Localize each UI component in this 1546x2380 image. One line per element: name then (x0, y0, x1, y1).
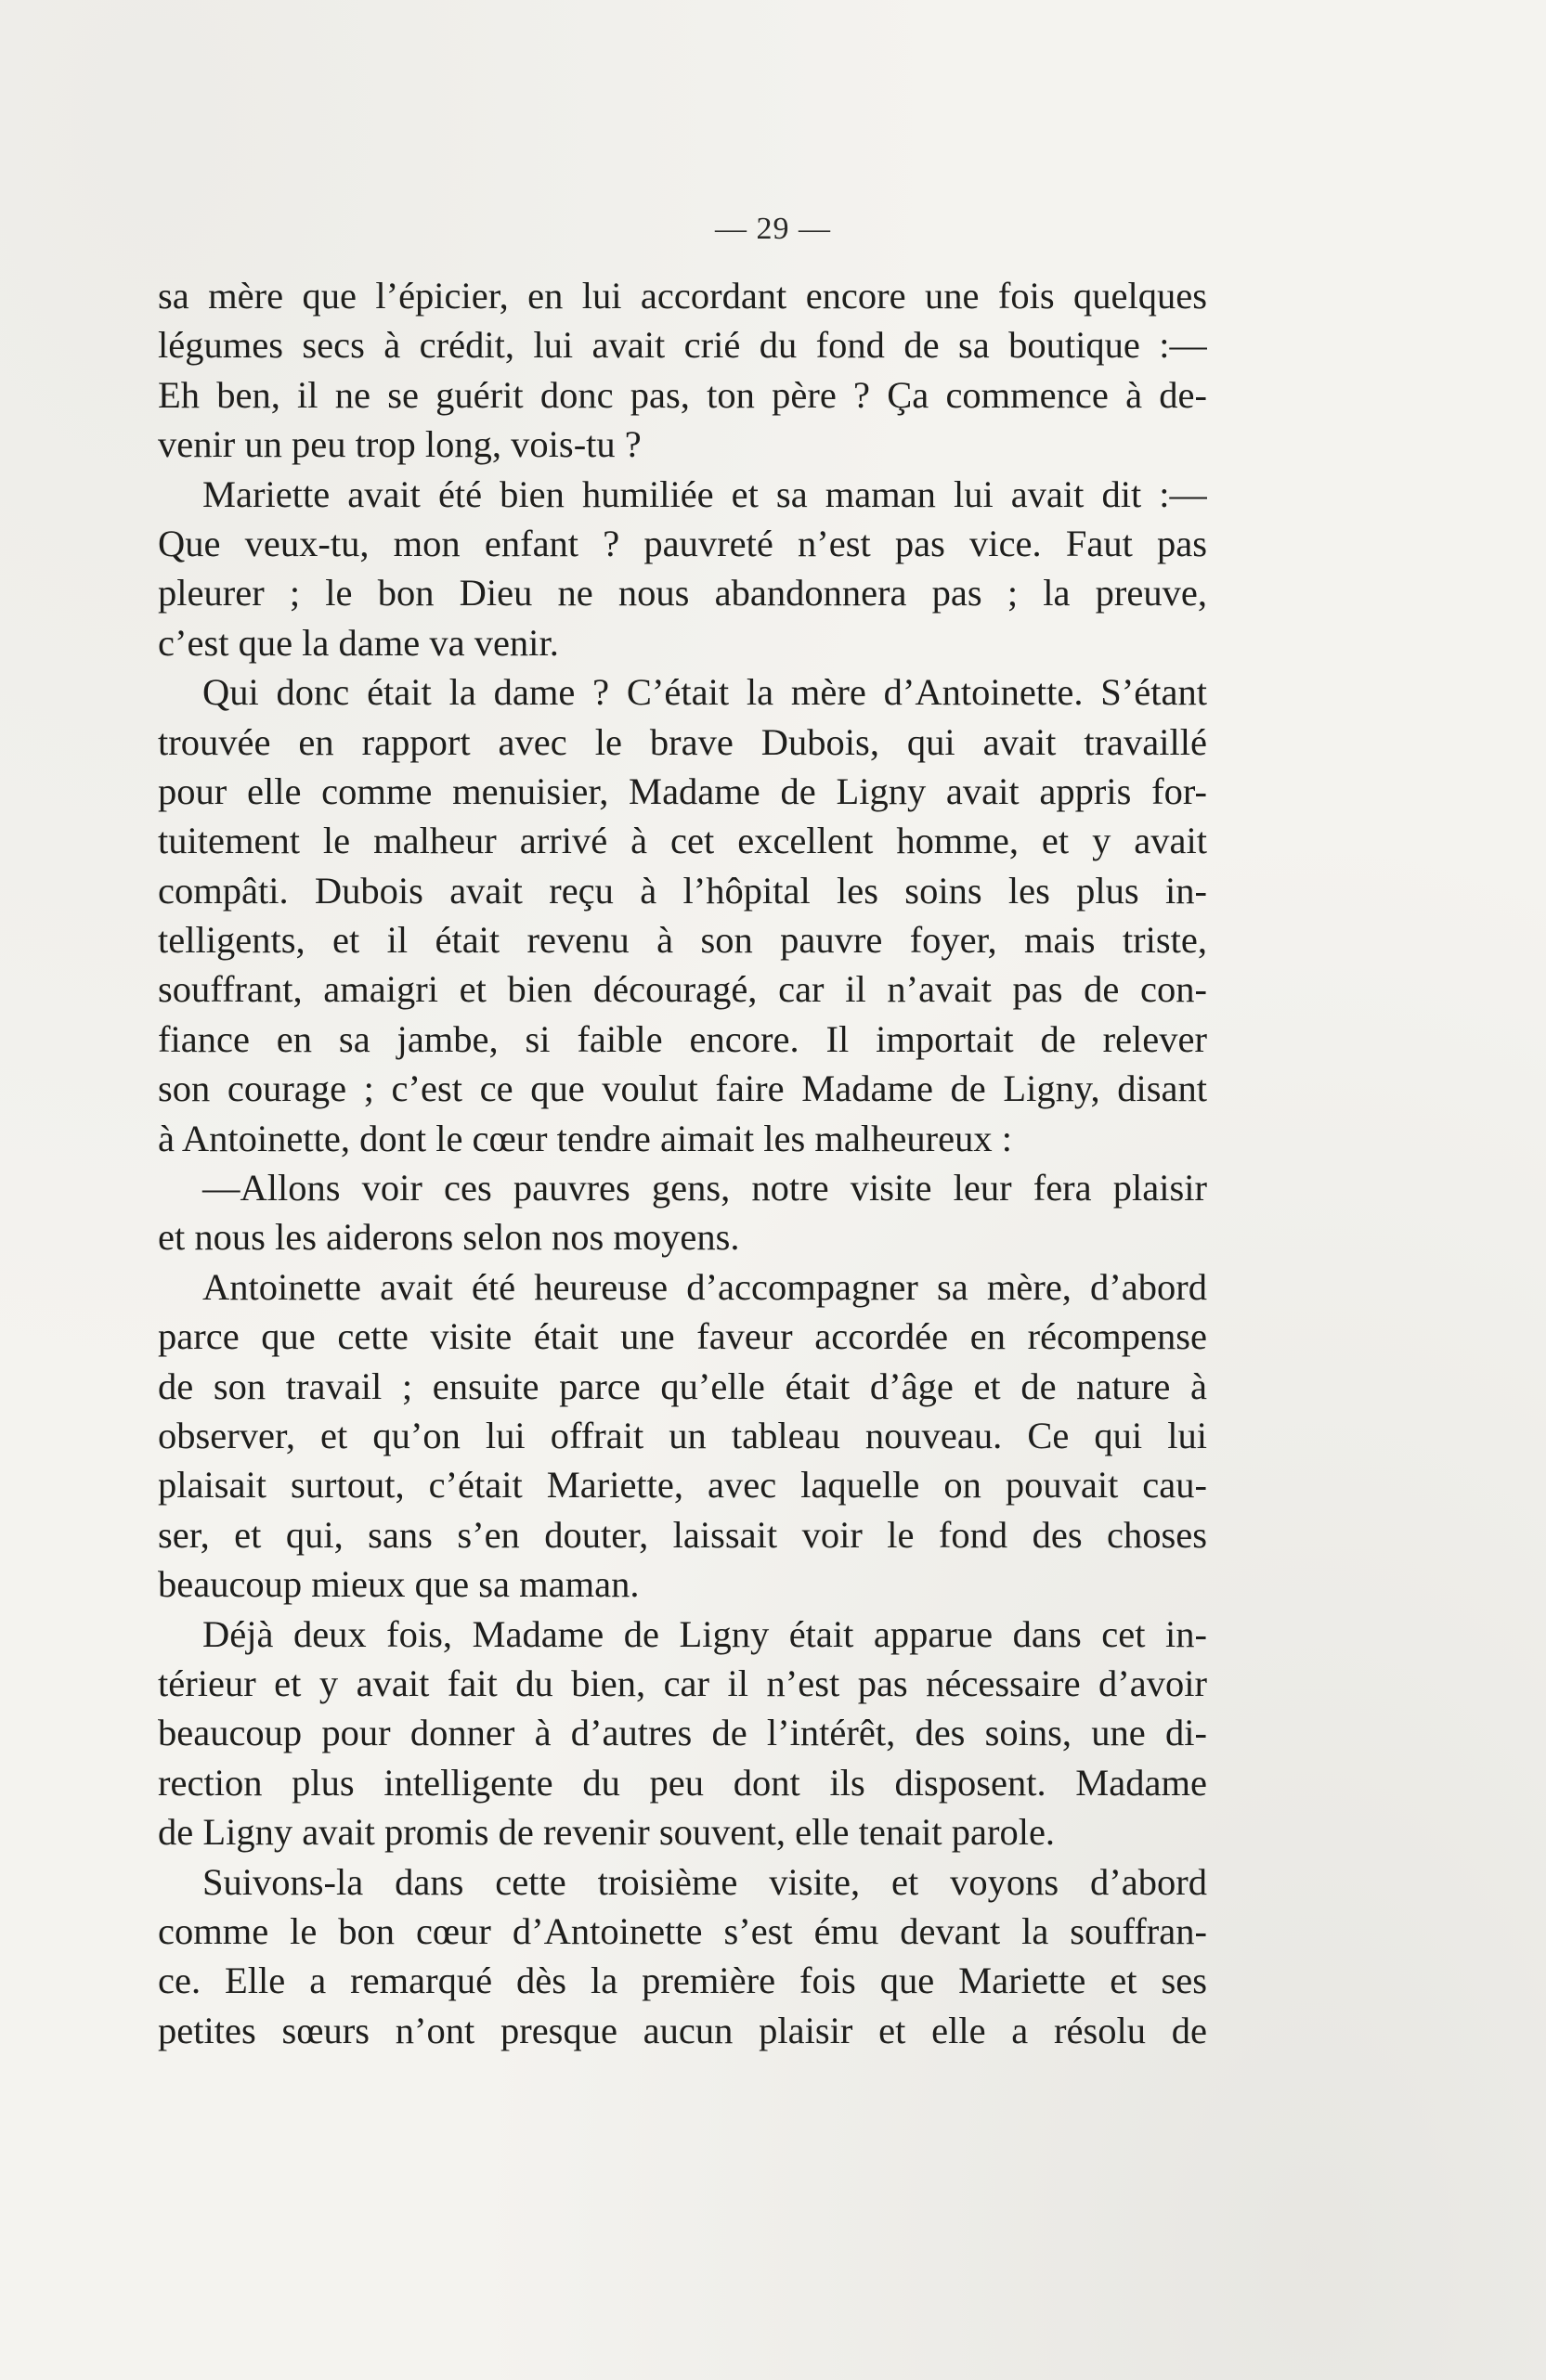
text-line: souffrant, amaigri et bien découragé, car il n’avait pas de con- (158, 968, 1207, 1011)
text-line: Mariette avait été bien humiliée et sa maman lui avait dit :— (202, 472, 1207, 515)
text-line: de Ligny avait promis de revenir souvent, elle tenait parole. (158, 1811, 1056, 1854)
text-line: Que veux-tu, mon enfant ? pauvreté n’est pas vice. Faut pas (158, 522, 1207, 564)
text-line: venir un peu trop long, vois-tu ? (158, 423, 642, 466)
text-line: parce que cette visite était une faveur accordée en récompense (158, 1315, 1207, 1358)
text-line: Antoinette avait été heureuse d’accompagner sa mère, d’abord (202, 1265, 1207, 1308)
text-line: trouvée en rapport avec le brave Dubois, qui avait travaillé (158, 720, 1207, 763)
text-line: comme le bon cœur d’Antoinette s’est ému devant la souffran- (158, 1909, 1207, 1952)
text-line: telligents, et il était revenu à son pauvre foyer, mais triste, (158, 919, 1207, 962)
text-line: compâti. Dubois avait reçu à l’hôpital les soins les plus in- (158, 869, 1207, 912)
body-text (158, 271, 1207, 2055)
text-line: son courage ; c’est ce que voulut faire Madame de Ligny, disant (158, 1067, 1207, 1110)
text-line: c’est que la dame va venir. (158, 621, 559, 664)
page-number: — 29 — (715, 212, 831, 246)
text-line: pour elle comme menuisier, Madame de Ligny avait appris for- (158, 770, 1207, 812)
text-line: beaucoup pour donner à d’autres de l’intérêt, des soins, une di- (158, 1712, 1207, 1754)
text-line: —Allons voir ces pauvres gens, notre visite leur fera plaisir (202, 1167, 1207, 1209)
text-line: à Antoinette, dont le cœur tendre aimait les malheureux : (158, 1117, 1012, 1159)
text-line: de son travail ; ensuite parce qu’elle était d’âge et de nature à (158, 1365, 1207, 1407)
text-line: Déjà deux fois, Madame de Ligny était apparue dans cet in- (202, 1612, 1207, 1655)
text-line: Eh ben, il ne se guérit donc pas, ton père ? Ça commence à de- (158, 373, 1207, 416)
text-line: Suivons-la dans cette troisième visite, et voyons d’abord (202, 1860, 1207, 1903)
text-line: plaisait surtout, c’était Mariette, avec laquelle on pouvait cau- (158, 1464, 1207, 1507)
text-line: sa mère que l’épicier, en lui accordant encore une fois quelques (158, 275, 1207, 317)
text-line: beaucoup mieux que sa maman. (158, 1563, 640, 1606)
text-line: ce. Elle a remarqué dès la première fois que Mariette et ses (158, 1960, 1207, 2002)
text-line: térieur et y avait fait du bien, car il n’est pas nécessaire d’avoir (158, 1662, 1207, 1704)
text-line: légumes secs à crédit, lui avait crié du fond de sa boutique :— (158, 324, 1207, 367)
text-line: Qui donc était la dame ? C’était la mère d’Antoinette. S’étant (202, 671, 1207, 714)
text-line: ser, et qui, sans s’en douter, laissait voir le fond des choses (158, 1513, 1207, 1556)
text-line: rection plus intelligente du peu dont ils disposent. Madame (158, 1761, 1207, 1804)
text-line: observer, et qu’on lui offrait un tableau nouveau. Ce qui lui (158, 1414, 1207, 1456)
text-line: pleurer ; le bon Dieu ne nous abandonnera pas ; la preuve, (158, 572, 1207, 614)
text-line: et nous les aiderons selon nos moyens. (158, 1216, 740, 1259)
text-line: fiance en sa jambe, si faible encore. Il importait de relever (158, 1017, 1207, 1060)
text-line: tuitement le malheur arrivé à cet excellent homme, et y avait (158, 820, 1207, 862)
text-line: petites sœurs n’ont presque aucun plaisir et elle a résolu de (158, 2009, 1207, 2051)
